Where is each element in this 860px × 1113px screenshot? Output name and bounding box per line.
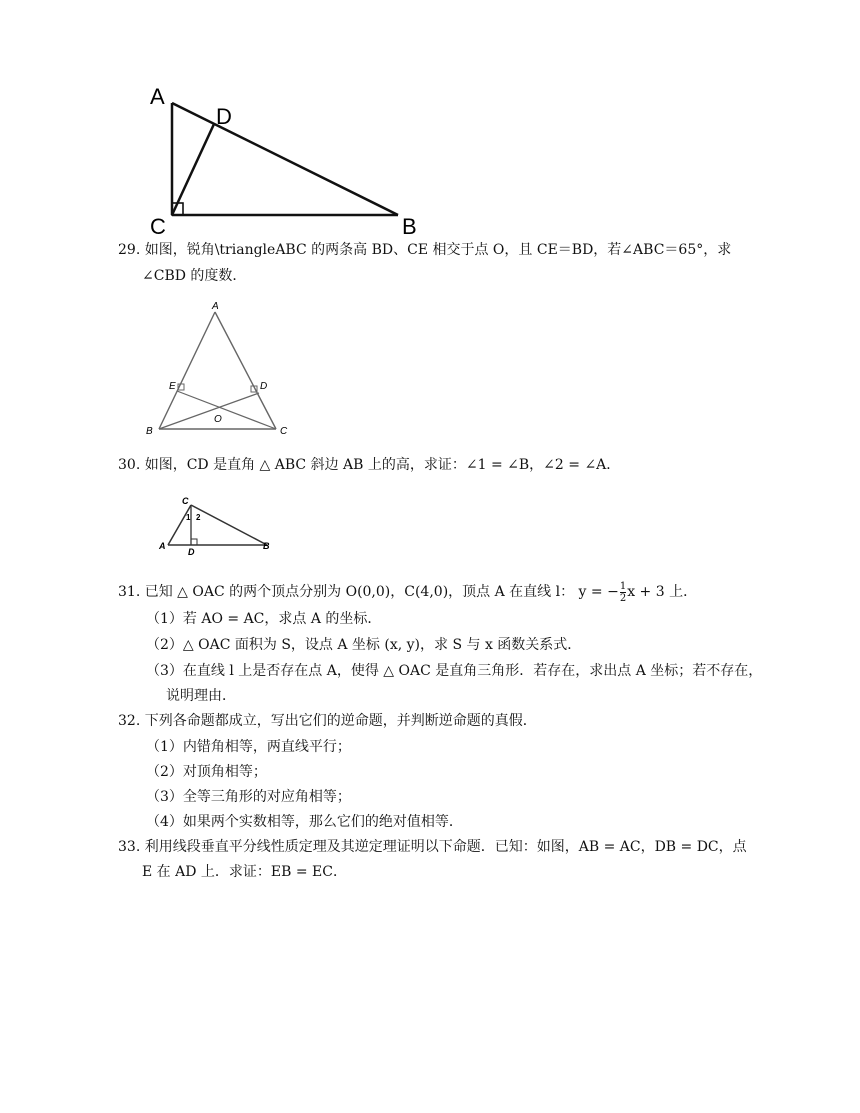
question-29 (118, 237, 768, 263)
question-number: 33. (118, 839, 141, 855)
question-29-continued: ∠CBD 的度数． (142, 268, 247, 284)
label-A: A (150, 84, 165, 109)
question-31 (118, 579, 768, 605)
label-E: E (169, 381, 176, 392)
label-B: B (402, 214, 417, 238)
label-A: A (159, 541, 166, 551)
label-B: B (146, 426, 153, 437)
question-32-sub4: （4）如果两个实数相等，那么它们的绝对值相等． (146, 814, 463, 830)
figure-right-triangle-cd (155, 490, 285, 556)
question-33-continued: E 在 AD 上．求证：EB = EC． (142, 864, 347, 880)
question-number: 29. (118, 242, 141, 258)
question-text: 如图，CD 是直角 △ ABC 斜边 AB 上的高，求证：∠1 = ∠B，∠2 = ∠A． (144, 457, 621, 473)
question-33 (118, 834, 768, 860)
question-text-after-fraction: x + 3 上． (627, 584, 698, 600)
question-32-sub3: （3）全等三角形的对应角相等； (146, 789, 351, 805)
question-32 (118, 708, 768, 734)
question-31-sub3-continued: 说明理由． (166, 688, 236, 704)
label-D: D (188, 547, 195, 556)
question-text-before-fraction: 已知 △ OAC 的两个顶点分别为 O(0,0)，C(4,0)，顶点 A 在直线 l： y = − (144, 584, 619, 600)
label-O: O (214, 414, 222, 425)
label-C: C (150, 214, 166, 238)
question-number: 30. (118, 457, 141, 473)
label-C: C (182, 496, 189, 506)
question-text: 如图，锐角\triangleABC 的两条高 BD、CE 相交于点 O，且 CE＝BD，若∠ABC＝65°，求 (144, 242, 732, 258)
question-31-sub3: （3）在直线 l 上是否存在点 A，使得 △ OAC 是直角三角形．若存在，求出点 A 坐标；若不存在， (146, 663, 763, 679)
label-1: 1 (186, 513, 191, 522)
label-D: D (260, 381, 268, 392)
question-30 (118, 452, 768, 478)
figure-acute-triangle-altitudes (140, 298, 300, 440)
label-D: D (216, 104, 232, 129)
fraction: $\frac{1}{2}$ (619, 580, 627, 604)
label-C: C (280, 426, 288, 437)
question-text: 下列各命题都成立，写出它们的逆命题，并判断逆命题的真假． (144, 713, 537, 729)
question-32-sub1: （1）内错角相等，两直线平行； (146, 739, 351, 755)
question-32-sub2: （2）对顶角相等； (146, 764, 267, 780)
label-2: 2 (196, 513, 201, 522)
question-31-sub1: （1）若 AO = AC，求点 A 的坐标． (146, 611, 382, 627)
figure-right-triangle-altitude (140, 78, 430, 238)
question-number: 32. (118, 713, 141, 729)
label-A: A (212, 301, 219, 312)
label-B: B (263, 541, 270, 551)
question-number: 31. (118, 584, 141, 600)
question-31-sub2: （2）△ OAC 面积为 S，设点 A 坐标 (x, y)，求 S 与 x 函数关系式． (146, 637, 582, 653)
question-text: 利用线段垂直平分线性质定理及其逆定理证明以下命题．已知：如图，AB = AC，DB = DC，点 (144, 839, 747, 855)
